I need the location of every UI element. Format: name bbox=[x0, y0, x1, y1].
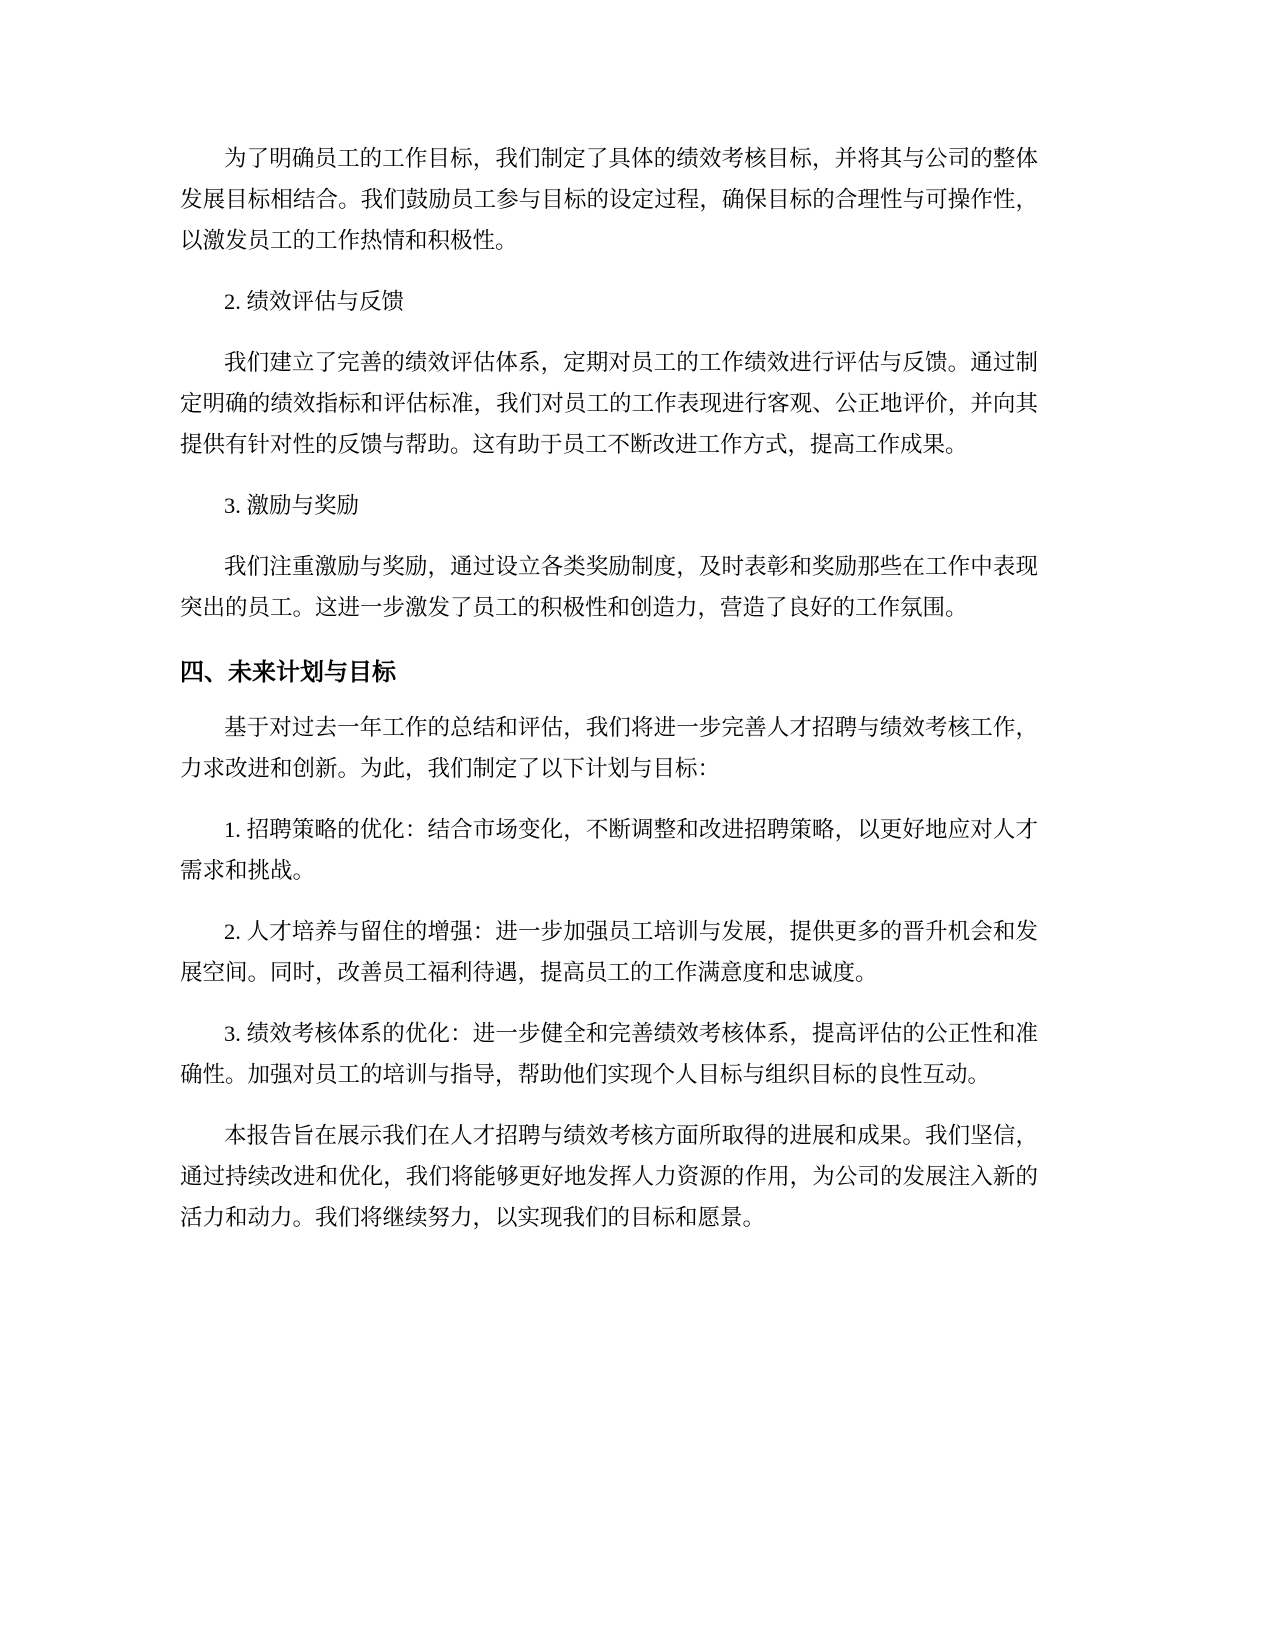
plan-item-talent-retention: 2. 人才培养与留住的增强：进一步加强员工培训与发展，提供更多的晋升机会和发展空间。同时，改善员工福利待遇，提高员工的工作满意度和忠诚度。 bbox=[180, 919, 1038, 985]
paragraph-performance-evaluation: 我们建立了完善的绩效评估体系，定期对员工的工作绩效进行评估与反馈。通过制定明确的绩效指标和评估标准，我们对员工的工作表现进行客观、公正地评价，并向其提供有针对性的反馈与帮助。这有助于员工不断改进工作方式，提高工作成果。 bbox=[180, 350, 1038, 457]
paragraph-conclusion: 本报告旨在展示我们在人才招聘与绩效考核方面所取得的进展和成果。我们坚信，通过持续改进和优化，我们将能够更好地发挥人力资源的作用，为公司的发展注入新的活力和动力。我们将继续努力，以实现我们的目标和愿景。 bbox=[180, 1123, 1038, 1230]
document-page bbox=[180, 138, 1038, 1238]
plan-item-performance-system: 3. 绩效考核体系的优化：进一步健全和完善绩效考核体系，提高评估的公正性和准确性。加强对员工的培训与指导，帮助他们实现个人目标与组织目标的良性互动。 bbox=[180, 1021, 1038, 1087]
section-item-performance-evaluation: 2. 绩效评估与反馈 bbox=[224, 289, 405, 314]
paragraph-incentives: 我们注重激励与奖励，通过设立各类奖励制度，及时表彰和奖励那些在工作中表现突出的员工。这进一步激发了员工的积极性和创造力，营造了良好的工作氛围。 bbox=[180, 554, 1038, 620]
paragraph-goal-setting: 为了明确员工的工作目标，我们制定了具体的绩效考核目标，并将其与公司的整体发展目标相结合。我们鼓励员工参与目标的设定过程，确保目标的合理性与可操作性，以激发员工的工作热情和积极性。 bbox=[180, 146, 1038, 253]
paragraph-future-intro: 基于对过去一年工作的总结和评估，我们将进一步完善人才招聘与绩效考核工作，力求改进和创新。为此，我们制定了以下计划与目标： bbox=[180, 715, 1038, 781]
plan-item-recruitment: 1. 招聘策略的优化：结合市场变化，不断调整和改进招聘策略，以更好地应对人才需求和挑战。 bbox=[180, 817, 1038, 883]
section-item-incentives: 3. 激励与奖励 bbox=[224, 493, 360, 518]
section-heading-future-plans: 四、未来计划与目标 bbox=[180, 658, 396, 686]
